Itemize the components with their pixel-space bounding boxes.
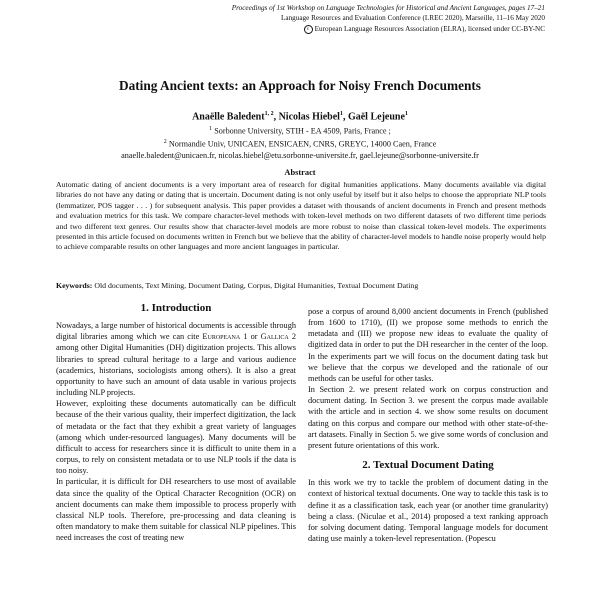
keywords [56,281,546,291]
intro-paragraph-3: In particular, it is difficult for DH researchers to use most of available data since the quality of the Optical Character Recognition (OCR) on ancient documents can make them impossible to process properly with classical NLP tools. Therefore, pre-processing and data cleaning is often mandatory to make them suitable for classical NLP pipelines. This need increases the cost of treating new [56,477,296,543]
affiliations [0,124,600,161]
intro-paragraph-5: In Section 2. we present related work on corpus construction and document dating. In Section 3. we present the corpus made available with the article and in section 4. we show some results on document dating on this corpus and compare our method with other state-of-the-art datasets. Finally in Section 5. we give some words of conclusion and present future orientations of this work. [308,385,548,450]
europeana-link-text: Europeana [202,332,241,342]
intro-paragraph-4: pose a corpus of around 8,000 ancient documents in French (published from 1600 to 1710), (II) we propose some methods to enrich the metadata and (III) we propose new ideas to evaluate the quality of digitized data in order to put the DH researcher in the center of the loop. In the experiments part we will focus on the document dating task but we believe that the corpus we developed and the rationale of our methods can be useful for other tasks. [308,307,548,383]
section-heading-textual-document-dating: 2. Textual Document Dating [362,459,494,472]
keywords-label: Keywords: [56,281,93,290]
gallica-link-text: Gallica [260,332,289,342]
right-column [308,306,548,544]
left-column [56,303,296,543]
author-list: Anaëlle Baledent$^{1, 2}$, Nicolas Hiebel$^1$, Gaël Lejeune$^1$ [192,111,408,123]
paper-title: Dating Ancient texts: an Approach for Noisy French Documents [119,78,481,93]
affiliation-2: $^2$ Normandie Univ, UNICAEN, ENSICAEN, CNRS, GREYC, 14000 Caen, France [163,139,437,150]
author-emails: anaelle.baledent@unicaen.fr, nicolas.hiebel@etu.sorbonne-universite.fr, gael.lejeune@sorbonne-universite.fr [121,150,479,160]
keywords-list: Old documents, Text Mining, Document Dating, Corpus, Digital Humanities, Textual Document Dating [92,281,419,290]
intro-paragraph-2: However, exploiting these documents automatically can be difficult because of the their various quality, their imperfect digitization, the lack of metadata or the fact that they exhibit a great variety of languages (among which under-resourced languages). Many documents will be difficult to access for researchers since it is difficult to unite them in a corpus, to rely on consistent metadata or to use NLP tools if the data is too noisy. [56,399,296,476]
abstract-heading: Abstract [284,168,316,177]
copyright-icon: c [304,25,313,34]
license-line: c European Language Resources Association (ELRA), licensed under CC-BY-NC [75,24,545,34]
conference-line: Language Resources and Evaluation Conference (LREC 2020), Marseille, 11–16 May 2020 [281,14,545,23]
proceedings-header [75,3,545,34]
affiliation-1: $^1$ Sorbonne University, STIH - EA 4509, Paris, France ; [209,126,391,136]
proceedings-line: Proceedings of 1st Workshop on Language Technologies for Historical and Ancient Languages, pages 17–21 [231,4,545,12]
dating-paragraph-1: In this work we try to tackle the problem of document dating in the context of historical textual documents. One way to tackle this task is to define it as a classification task, each year (or another time granularity) being a class. (Niculae et al., 2014) proposed a text ranking approach for solving document dating. Temporal language models for document dating use mainly a token-level representation. (Popescu [308,478,548,543]
intro-paragraph-1: Nowadays, a large number of historical documents is accessible through digital libraries among which we can cite Europeana 1 or Gallica 2 among other Digital Humanities (DH) digitization projects. This allows libraries to spread cultural heritage to a large and various audience (academics, historians, sociologists among others). It is also a great opportunity to have such an amount of data usable in various projects including NLP projects. [56,321,296,398]
section-heading-introduction: 1. Introduction [140,302,212,314]
abstract-text: Automatic dating of ancient documents is a very important area of research for digital humanities applications. Many documents available via digital libraries do not have any dating or dating that is uncertain. Document dating is not only useful by itself but it also helps to choose the appropriate NLP tools (lemmatizer, POS tagger . . . ) for subsequent analysis. This paper provides a dataset with thousands of ancient documents in French and present methods and evaluation metrics for this task. We compare character-level methods with token-level methods on two different datasets of two different time periods and two different text genres. Our results show that character-level models are more robust to noise than classical token-level models. The experiments presented in this article focused on documents written in French but we believe that the ability of character-level models to handle noise properly would help to achieve comparable results on other languages and more ancient languages in particular. [56,180,546,252]
